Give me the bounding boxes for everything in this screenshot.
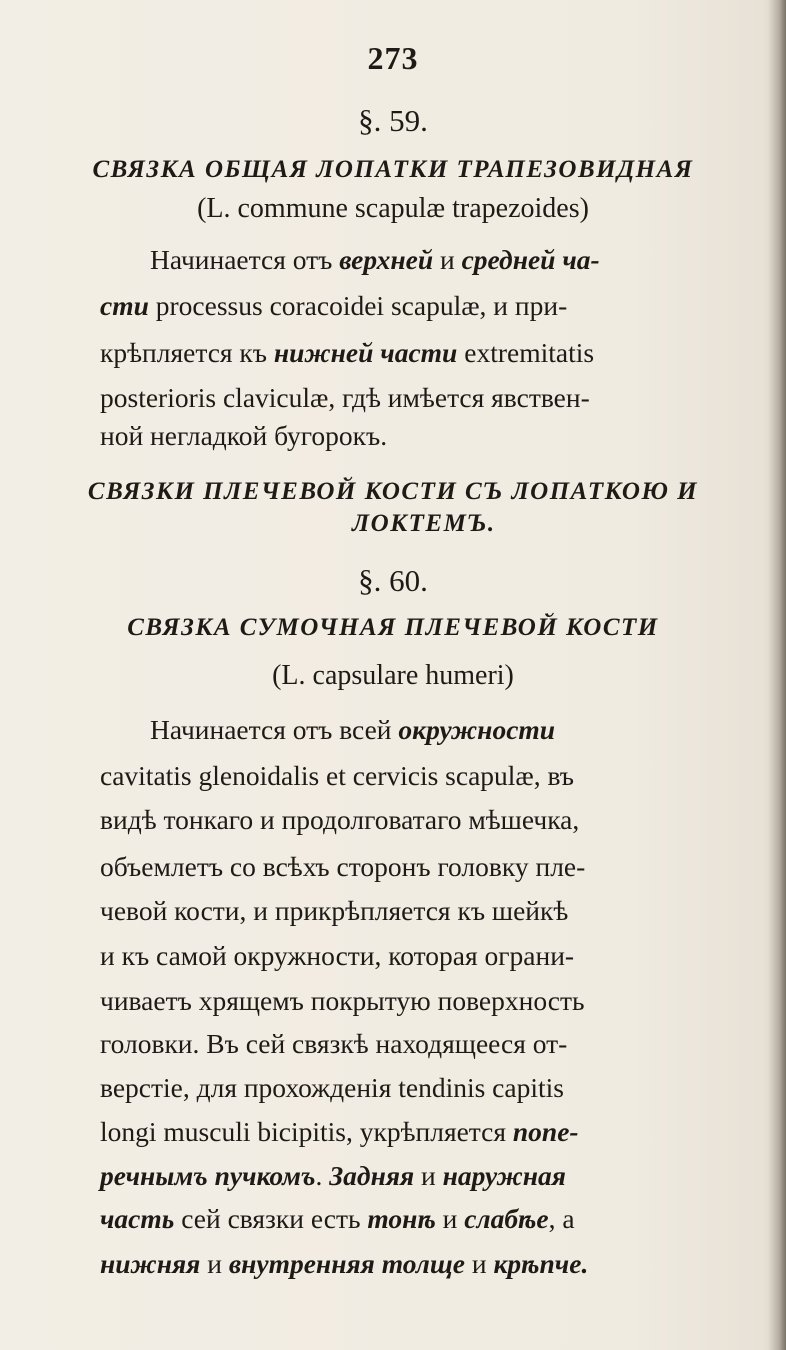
s59-line-2: сти processus coracoidei scapulæ, и при- — [100, 290, 568, 321]
s59-line-4: posterioris claviculæ, гдѣ имѣется явствен- — [100, 382, 590, 413]
s60-line-3: видѣ тонкаго и продолговатаго мѣшечка, — [100, 804, 580, 835]
s60-line-6: и къ самой окружности, которая ограни- — [100, 940, 575, 971]
s60-line-8: головки. Въ сей связкѣ находящееся от- — [100, 1028, 568, 1059]
s60-line-12: часть сей связки есть тонѣ и слабѣе, а — [100, 1203, 575, 1234]
section-59-title: СВЯЗКА ОБЩАЯ ЛОПАТКИ ТРАПЕЗОВИДНАЯ — [92, 156, 694, 183]
group-heading-line-2: ЛОКТЕМЪ. — [352, 510, 496, 537]
page-number: 273 — [367, 40, 419, 76]
s60-line-4: объемлетъ со всѣхъ сторонъ головку пле- — [100, 851, 586, 882]
s60-line-7: чиваетъ хрящемъ покрытую поверхность — [100, 985, 585, 1016]
s60-line-9: верстіе, для прохожденія tendinis capitis — [100, 1072, 564, 1103]
s60-line-11: речнымъ пучкомъ. Задняя и наружная — [100, 1160, 566, 1191]
s60-line-5: чевой кости, и прикрѣпляется къ шейкѣ — [100, 895, 569, 926]
section-60-title: СВЯЗКА СУМОЧНАЯ ПЛЕЧЕВОЙ КОСТИ — [127, 614, 659, 641]
section-60-number: §. 60. — [358, 563, 428, 598]
s60-line-13: нижняя и внутренняя толще и крѣпче. — [100, 1248, 589, 1279]
s60-line-1: Начинается отъ всей окружности — [150, 714, 556, 745]
group-heading-line-1: СВЯЗКИ ПЛЕЧЕВОЙ КОСТИ СЪ ЛОПАТКОЮ И — [87, 478, 699, 505]
s60-line-10: longi musculi bicipitis, укрѣпляется попе- — [100, 1116, 579, 1147]
s59-line-5: ной негладкой бугорокъ. — [100, 420, 388, 451]
s60-line-2: cavitatis glenoidalis et cervicis scapulæ, въ — [100, 760, 575, 791]
section-60-latin: (L. capsulare humeri) — [272, 660, 514, 691]
section-59-latin: (L. commune scapulæ trapezoides) — [197, 193, 589, 224]
s59-line-1: Начинается отъ верхней и средней ча- — [150, 244, 600, 275]
section-59-number: §. 59. — [358, 103, 428, 138]
s59-line-3: крѣпляется къ нижней части extremitatis — [100, 337, 595, 368]
